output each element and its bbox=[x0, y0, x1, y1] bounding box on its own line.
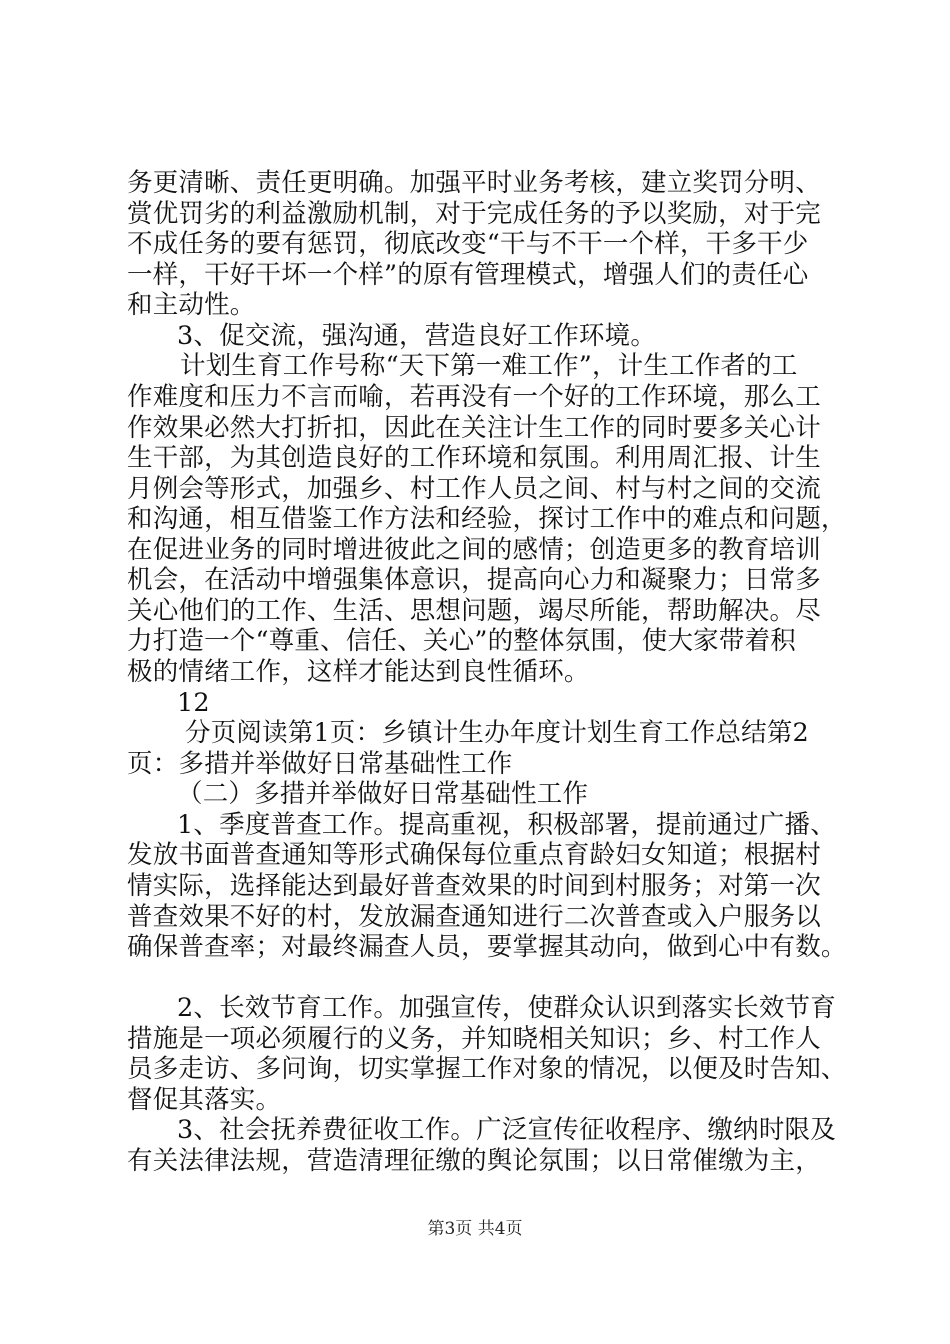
text-line: 确保普查率；对最终漏查人员，要掌握其动向，做到心中有数。 bbox=[127, 932, 847, 962]
text-line: 极的情绪工作，这样才能达到良性循环。 bbox=[127, 657, 590, 687]
text-line: 关心他们的工作、生活、思想问题，竭尽所能，帮助解决。尽 bbox=[127, 596, 821, 626]
text-line: 力打造一个“尊重、信任、关心”的整体氛围，使大家带着积 bbox=[127, 626, 796, 656]
text-line: 员多走访、多问询，切实掌握工作对象的情况，以便及时告知、 bbox=[127, 1054, 847, 1084]
text-line: 发放书面普查通知等形式确保每位重点育龄妇女知道；根据村 bbox=[127, 840, 821, 870]
text-line: 普查效果不好的村，发放漏查通知进行二次普查或入户服务以 bbox=[127, 902, 821, 932]
text-line: 2、长效节育工作。加强宣传，使群众认识到落实长效节育 bbox=[177, 993, 836, 1023]
text-line: 在促进业务的同时增进彼此之间的感情；创造更多的教育培训 bbox=[127, 535, 821, 565]
text-line: 务更清晰、责任更明确。加强平时业务考核，建立奖罚分明、 bbox=[127, 168, 821, 198]
pagination-note: 分页阅读第1页：乡镇计生办年度计划生育工作总结第2 bbox=[185, 718, 809, 748]
text-line: 计划生育工作号称“天下第一难工作”，计生工作者的工 bbox=[180, 351, 798, 381]
text-line: 3、社会抚养费征收工作。广泛宣传征收程序、缴纳时限及 bbox=[177, 1115, 836, 1145]
section-heading: 3、促交流，强沟通，营造良好工作环境。 bbox=[177, 321, 657, 351]
section-heading: （二）多措并举做好日常基础性工作 bbox=[177, 779, 589, 809]
text-line: 作效果必然大打折扣，因此在关注计生工作的同时要多关心计 bbox=[127, 413, 821, 443]
text-line: 不成任务的要有惩罚，彻底改变“干与不干一个样，干多干少 bbox=[127, 229, 809, 259]
text-line: 督促其落实。 bbox=[127, 1085, 282, 1115]
text-line: 1、季度普查工作。提高重视，积极部署，提前通过广播、 bbox=[177, 810, 836, 840]
text-line: 生干部，为其创造良好的工作环境和氛围。利用周汇报、计生 bbox=[127, 443, 821, 473]
text-line: 情实际，选择能达到最好普查效果的时间到村服务；对第一次 bbox=[127, 871, 821, 901]
page-number-marker: 12 bbox=[177, 688, 210, 718]
pagination-note: 页：多措并举做好日常基础性工作 bbox=[127, 749, 513, 779]
page-footer: 第3页 共4页 bbox=[427, 1219, 523, 1239]
text-line: 一样，干好干坏一个样”的原有管理模式，增强人们的责任心 bbox=[127, 260, 809, 290]
text-line: 月例会等形式，加强乡、村工作人员之间、村与村之间的交流 bbox=[127, 474, 821, 504]
text-line: 和主动性。 bbox=[127, 290, 256, 320]
text-line: 有关法律法规，营造清理征缴的舆论氛围；以日常催缴为主， bbox=[127, 1146, 821, 1176]
text-line: 措施是一项必须履行的义务，并知晓相关知识；乡、村工作人 bbox=[127, 1024, 821, 1054]
text-line: 赏优罚劣的利益激励机制，对于完成任务的予以奖励，对于完 bbox=[127, 199, 821, 229]
text-line: 机会，在活动中增强集体意识，提高向心力和凝聚力；日常多 bbox=[127, 565, 821, 595]
text-line: 和沟通，相互借鉴工作方法和经验，探讨工作中的难点和问题， bbox=[127, 504, 847, 534]
text-line: 作难度和压力不言而喻，若再没有一个好的工作环境，那么工 bbox=[127, 382, 821, 412]
